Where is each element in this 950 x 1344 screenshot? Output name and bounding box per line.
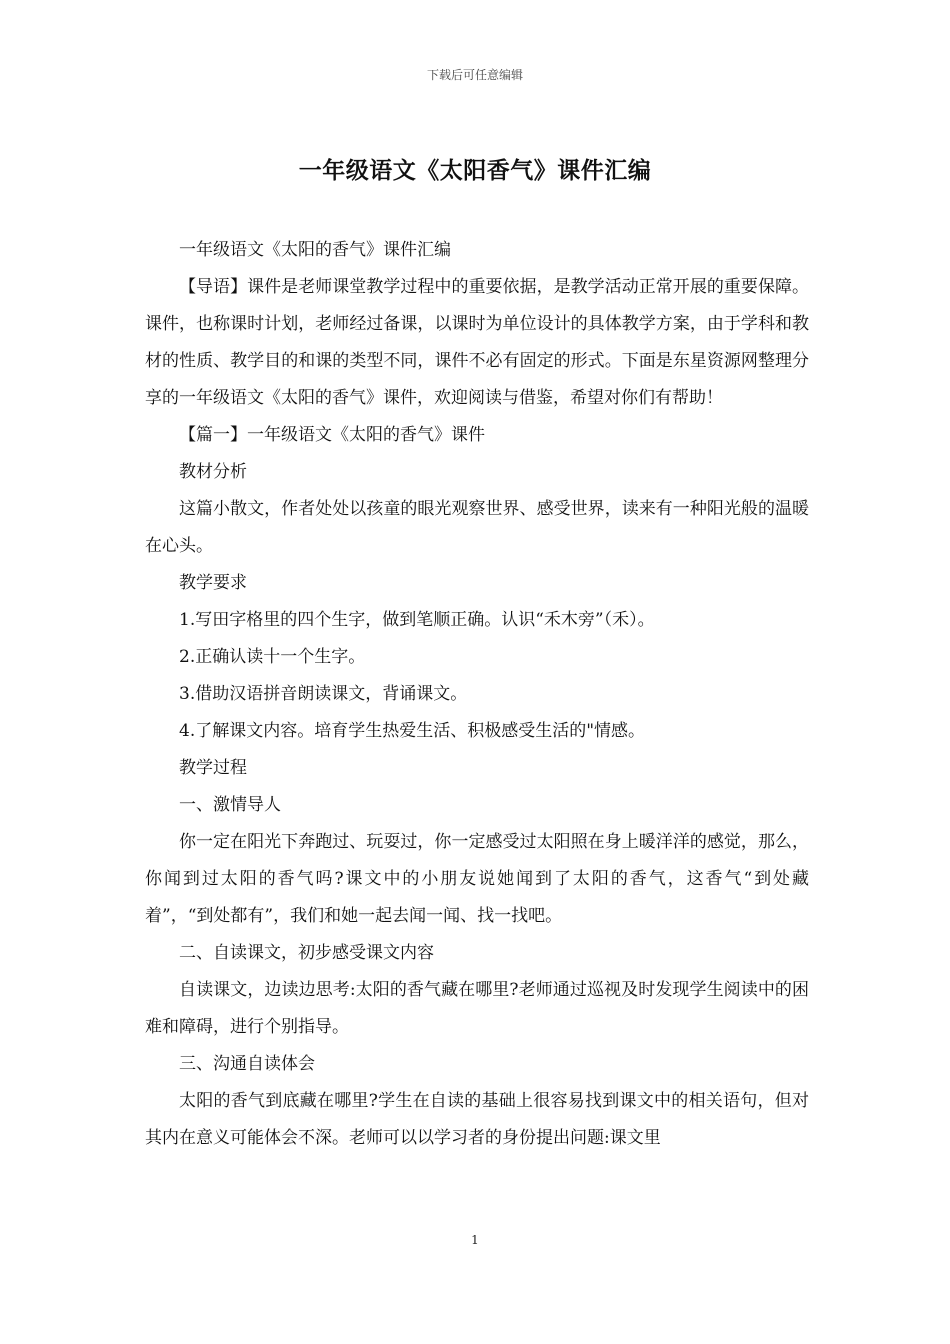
step-heading-2: 二、自读课文，初步感受课文内容 bbox=[179, 943, 434, 963]
paragraph-material-analysis: 这篇小散文，作者处处以孩童的眼光观察世界、感受世界，读来有一种阳光般的温暖在心头。 bbox=[145, 499, 809, 556]
list-item-requirement-4: 4.了解课文内容。培育学生热爱生活、积极感受生活的"情感。 bbox=[179, 721, 646, 741]
section-heading-material-analysis: 教材分析 bbox=[179, 462, 247, 482]
document-body bbox=[145, 232, 809, 1157]
section-heading-requirements: 教学要求 bbox=[179, 573, 247, 593]
page-number: 1 bbox=[471, 1233, 479, 1247]
document-title: 一年级语文《太阳香气》课件汇编 bbox=[298, 158, 652, 184]
paragraph-step-3: 太阳的香气到底藏在哪里?学生在自读的基础上很容易找到课文中的相关语句，但对其内在意义可能体会不深。老师可以以学习者的身份提出问题:课文里 bbox=[145, 1091, 809, 1148]
step-heading-1: 一、激情导人 bbox=[179, 795, 281, 815]
paragraph-step-2: 自读课文，边读边思考:太阳的香气藏在哪里?老师通过巡视及时发现学生阅读中的困难和障碍，进行个别指导。 bbox=[145, 980, 809, 1037]
section-heading-process: 教学过程 bbox=[179, 758, 247, 778]
list-item-requirement-1: 1.写田字格里的四个生字，做到笔顺正确。认识“禾木旁”（禾）。 bbox=[179, 610, 655, 630]
list-item-requirement-2: 2.正确认读十一个生字。 bbox=[179, 647, 366, 667]
paragraph-subtitle: 一年级语文《太阳的香气》课件汇编 bbox=[179, 240, 451, 260]
step-heading-3: 三、沟通自读体会 bbox=[179, 1054, 315, 1074]
section-heading-part-one: 【篇一】一年级语文《太阳的香气》课件 bbox=[179, 425, 485, 445]
paragraph-intro: 【导语】课件是老师课堂教学过程中的重要依据，是教学活动正常开展的重要保障。课件，也称课时计划，老师经过备课，以课时为单位设计的具体教学方案，由于学科和教材的性质、教学目的和课的类型不同，课件不必有固定的形式。下面是东星资源网整理分享的一年级语文《太阳的香气》课件，欢迎阅读与借鉴，希望对你们有帮助！ bbox=[145, 277, 809, 408]
header-note: 下载后可任意编辑 bbox=[426, 68, 523, 82]
paragraph-step-1: 你一定在阳光下奔跑过、玩耍过，你一定感受过太阳照在身上暖洋洋的感觉，那么，你闻到过太阳的香气吗?课文中的小朋友说她闻到了太阳的香气，这香气“到处藏着”，“到处都有”，我们和她一起去闻一闻、找一找吧。 bbox=[145, 832, 809, 926]
list-item-requirement-3: 3.借助汉语拼音朗读课文，背诵课文。 bbox=[179, 684, 468, 704]
